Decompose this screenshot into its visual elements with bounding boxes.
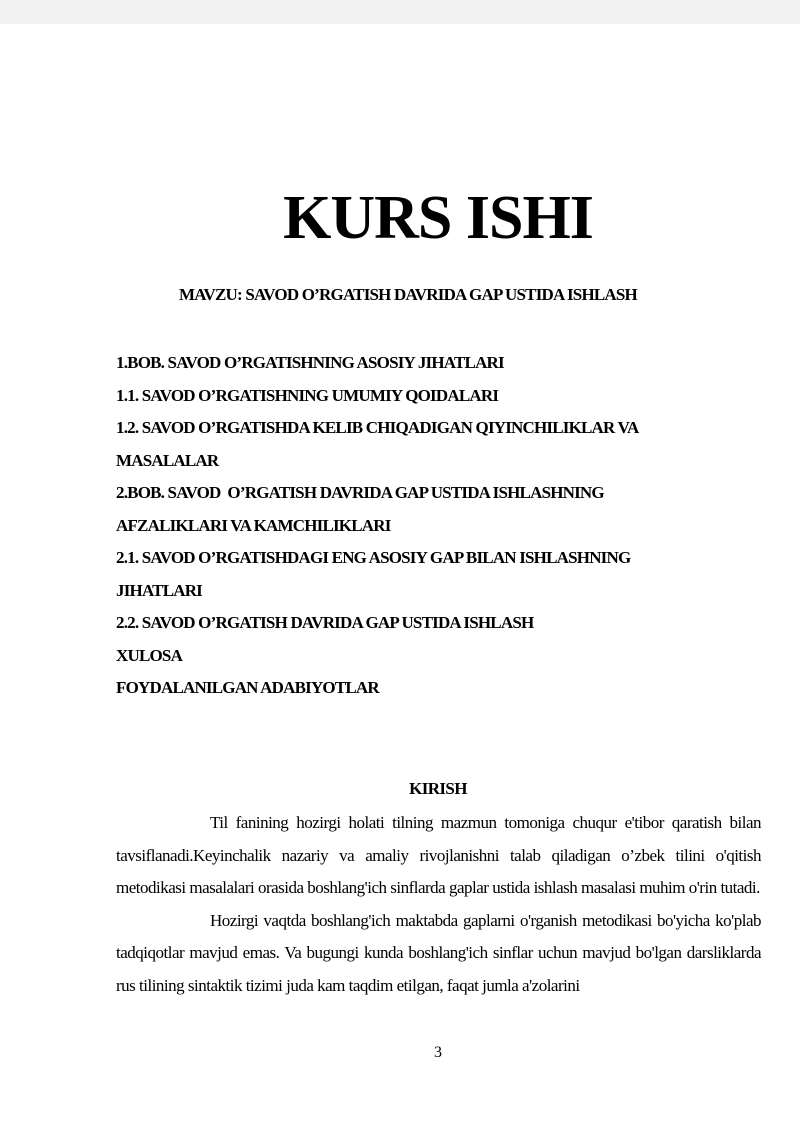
toc-line: JIHATLARI — [116, 580, 203, 600]
document-title: KURS ISHI — [283, 184, 593, 252]
body-paragraph: Til fanining hozirgi holati tilning mazmun tomoniga chuqur e'tibor qaratish bilan tavsiflanadi.Keyinchalik nazariy va amaliy rivojlanishni talab qiladigan o’zbek tilini o'qitish metodikasi masalalari orasida boshlang'ich sinflarda gaplar ustida ishlash masalasi muhim o'rin tutadi. — [116, 813, 761, 897]
toc-line: XULOSA — [116, 645, 183, 665]
document-page — [0, 24, 800, 1131]
page-number: 3 — [434, 1044, 442, 1061]
viewer-top-bar — [0, 0, 800, 24]
toc-line: 2.BOB. SAVOD O’RGATISH DAVRIDA GAP USTIDA ISHLASHNING — [116, 483, 604, 502]
toc-line: FOYDALANILGAN ADABIYOTLAR — [116, 678, 379, 697]
table-of-contents — [116, 347, 756, 705]
body-paragraph: Hozirgi vaqtda boshlang'ich maktabda gaplarni o'rganish metodikasi bo'yicha ko'plab tadqiqotlar mavjud emas. Va bugungi kunda boshlang'ich sinflar uchun mavjud bo'lgan darsliklarda rus tilining sintaktik tizimi juda kam taqdim etilgan, faqat jumla a'zolarini — [116, 910, 761, 995]
toc-line: 1.BOB. SAVOD O’RGATISHNING ASOSIY JIHATLARI — [116, 353, 504, 372]
toc-line: 2.1. SAVOD O’RGATISHDAGI ENG ASOSIY GAP BILAN ISHLASHNING — [116, 548, 631, 567]
topic-subtitle: MAVZU: SAVOD O’RGATISH DAVRIDA GAP USTIDA ISHLASH — [179, 285, 637, 304]
toc-line: AFZALIKLARI VA KAMCHILIKLARI — [116, 515, 391, 535]
toc-line: MASALALAR — [116, 450, 219, 470]
toc-line: 1.1. SAVOD O’RGATISHNING UMUMIY QOIDALARI — [116, 385, 499, 405]
intro-body — [116, 807, 761, 1002]
toc-line: 1.2. SAVOD O’RGATISHDA KELIB CHIQADIGAN QIYINCHILIKLAR VA — [116, 418, 639, 437]
intro-heading: KIRISH — [409, 779, 467, 798]
toc-line: 2.2. SAVOD O’RGATISH DAVRIDA GAP USTIDA ISHLASH — [116, 613, 534, 632]
